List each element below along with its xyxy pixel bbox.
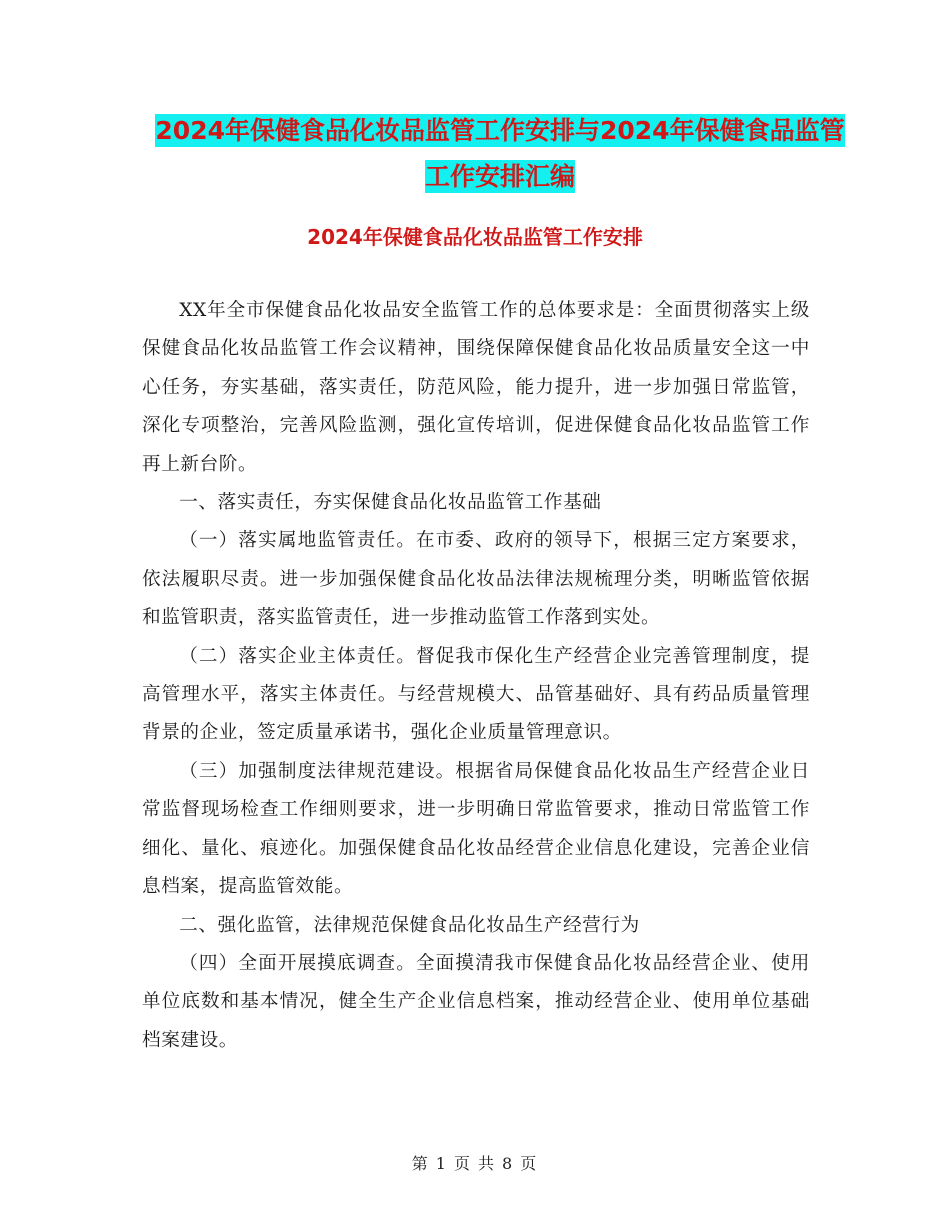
footer-page-unit: 页 bbox=[453, 1154, 472, 1173]
section-title: 2024年保健食品化妆品监管工作安排 bbox=[307, 225, 643, 249]
footer-total-unit: 页 bbox=[520, 1154, 539, 1173]
document-title-highlight: 2024年保健食品化妆品监管工作安排与2024年保健食品监管工作安排汇编 bbox=[155, 116, 845, 191]
footer-current-page: 1 bbox=[435, 1154, 448, 1173]
document-title bbox=[150, 108, 850, 200]
page-footer bbox=[0, 1152, 950, 1176]
paragraph-item-3: （三）加强制度法律规范建设。根据省局保健食品化妆品生产经营企业日常监督现场检查工作细则要求，进一步明确日常监管要求，推动日常监管工作细化、量化、痕迹化。加强保健食品化妆品经营企业信息化建设，完善企业信息档案，提高监管效能。 bbox=[142, 760, 810, 898]
paragraph-intro: XX年全市保健食品化妆品安全监管工作的总体要求是：全面贯彻落实上级保健食品化妆品监管工作会议精神，围绕保障保健食品化妆品质量安全这一中心任务，夯实基础，落实责任，防范风险，能力提升，进一步加强日常监管，深化专项整治，完善风险监测，强化宣传培训，促进保健食品化妆品监管工作再上新台阶。 bbox=[142, 300, 810, 475]
footer-prefix: 第 bbox=[411, 1154, 430, 1173]
footer-total-pages: 8 bbox=[502, 1154, 515, 1173]
paragraph-item-4: （四）全面开展摸底调查。全面摸清我市保健食品化妆品经营企业、使用单位底数和基本情况，健全生产企业信息档案，推动经营企业、使用单位基础档案建设。 bbox=[142, 952, 810, 1051]
footer-total-prefix: 共 bbox=[478, 1154, 497, 1173]
paragraph-item-1: （一）落实属地监管责任。在市委、政府的领导下，根据三定方案要求，依法履职尽责。进一步加强保健食品化妆品法律法规梳理分类，明晰监管依据和监管职责，落实监管责任，进一步推动监管工作落到实处。 bbox=[142, 530, 810, 629]
paragraph-item-2: （二）落实企业主体责任。督促我市保化生产经营企业完善管理制度，提高管理水平，落实主体责任。与经营规模大、品管基础好、具有药品质量管理背景的企业，签定质量承诺书，强化企业质量管理意识。 bbox=[142, 645, 810, 744]
paragraph-heading-1: 一、落实责任，夯实保健食品化妆品监管工作基础 bbox=[179, 492, 602, 514]
document-body bbox=[142, 292, 810, 1060]
paragraph-heading-2: 二、强化监管，法律规范保健食品化妆品生产经营行为 bbox=[179, 914, 640, 936]
